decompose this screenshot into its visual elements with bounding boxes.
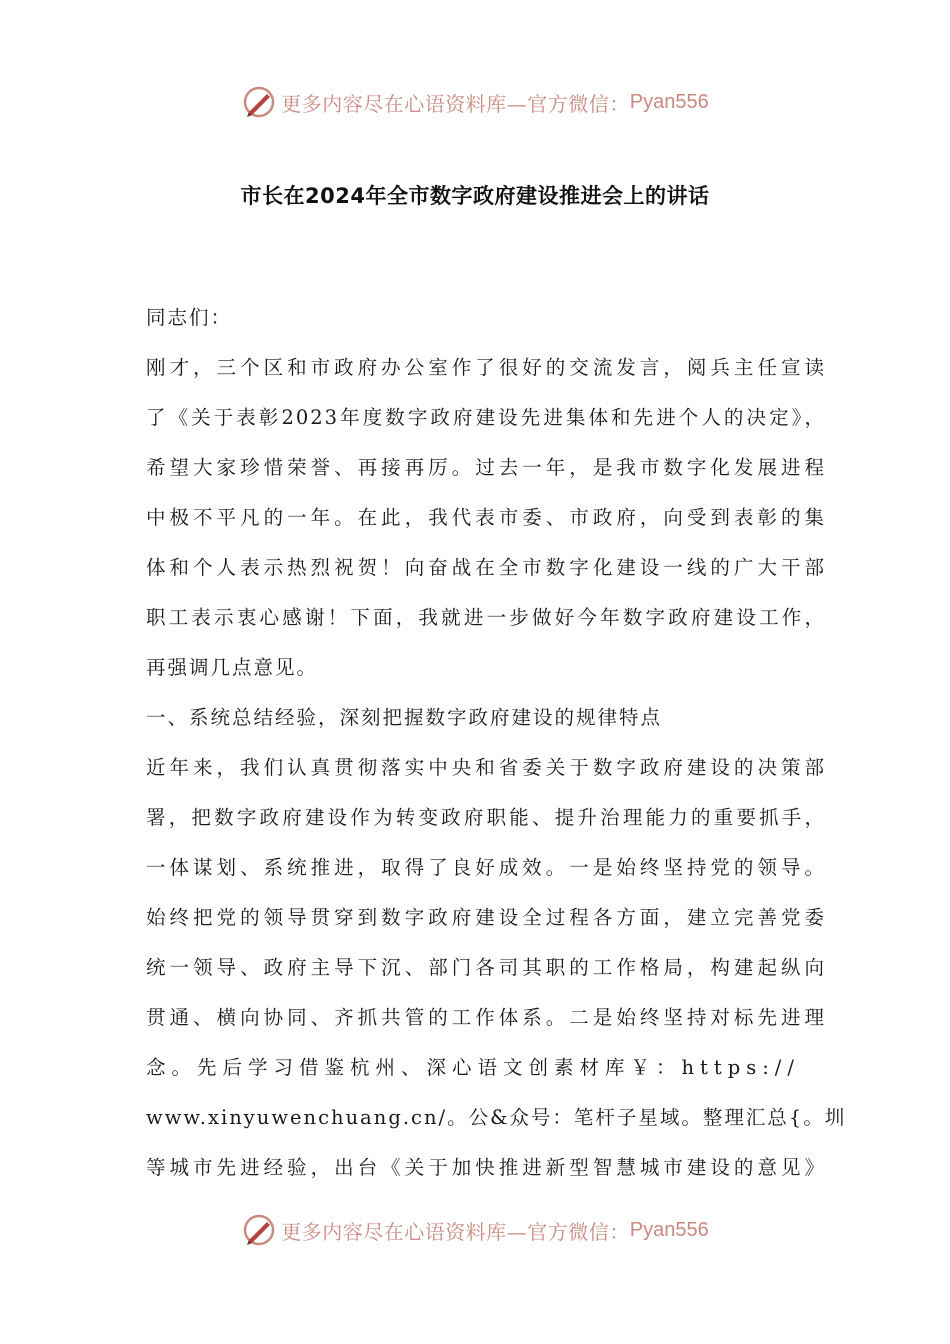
body-line: 统一领导、政府主导下沉、部门各司其职的工作格局，构建起纵向 [146, 956, 826, 979]
body-line: 等城市先进经验，出台《关于加快推进新型智慧城市建设的意见》 [146, 1156, 826, 1179]
header-banner-text: 更多内容尽在心语资料库—官方微信： [281, 91, 630, 116]
header-banner [0, 82, 950, 122]
document-body [146, 300, 847, 1200]
body-line-salutation: 同志们： [146, 306, 233, 329]
body-line: www.xinyuwenchuang.cn/。公&众号：笔杆子星域。整理汇总{。圳 [146, 1106, 847, 1129]
body-line: 刚才，三个区和市政府办公室作了很好的交流发言，阅兵主任宣读 [146, 356, 826, 379]
body-line: 希望大家珍惜荣誉、再接再厉。过去一年，是我市数字化发展进程 [146, 456, 826, 479]
body-line: 近年来，我们认真贯彻落实中央和省委关于数字政府建设的决策部 [146, 756, 826, 779]
section-heading: 一、系统总结经验，深刻把握数字政府建设的规律特点 [146, 706, 663, 729]
body-line: 中极不平凡的一年。在此，我代表市委、市政府，向受到表彰的集 [146, 506, 826, 529]
body-line: 一体谋划、系统推进，取得了良好成效。一是始终坚持党的领导。 [146, 856, 826, 879]
body-line: 始终把党的领导贯穿到数字政府建设全过程各方面，建立完善党委 [146, 906, 826, 929]
footer-banner-text: 更多内容尽在心语资料库—官方微信： [281, 1219, 630, 1244]
body-line: 念。先后学习借鉴杭州、深心语文创素材库￥：https:// [146, 1056, 800, 1079]
footer-banner [0, 1210, 950, 1250]
pen-logo-icon [241, 84, 277, 120]
body-line: 职工表示衷心感谢！下面，我就进一步做好今年数字政府建设工作， [146, 606, 826, 629]
body-line: 再强调几点意见。 [146, 656, 319, 679]
header-wechat-id: Pyan556 [629, 90, 709, 113]
footer-wechat-id: Pyan556 [629, 1218, 709, 1241]
body-line: 署，把数字政府建设作为转变政府职能、提升治理能力的重要抓手， [146, 806, 826, 829]
body-line: 了《关于表彰2023年度数字政府建设先进集体和先进个人的决定》， [146, 406, 826, 429]
body-line: 体和个人表示热烈祝贺！向奋战在全市数字化建设一线的广大干部 [146, 556, 826, 579]
body-line: 贯通、横向协同、齐抓共管的工作体系。二是始终坚持对标先进理 [146, 1006, 826, 1029]
pen-logo-icon [241, 1212, 277, 1248]
document-title: 市长在2024年全市数字政府建设推进会上的讲话 [240, 184, 710, 208]
